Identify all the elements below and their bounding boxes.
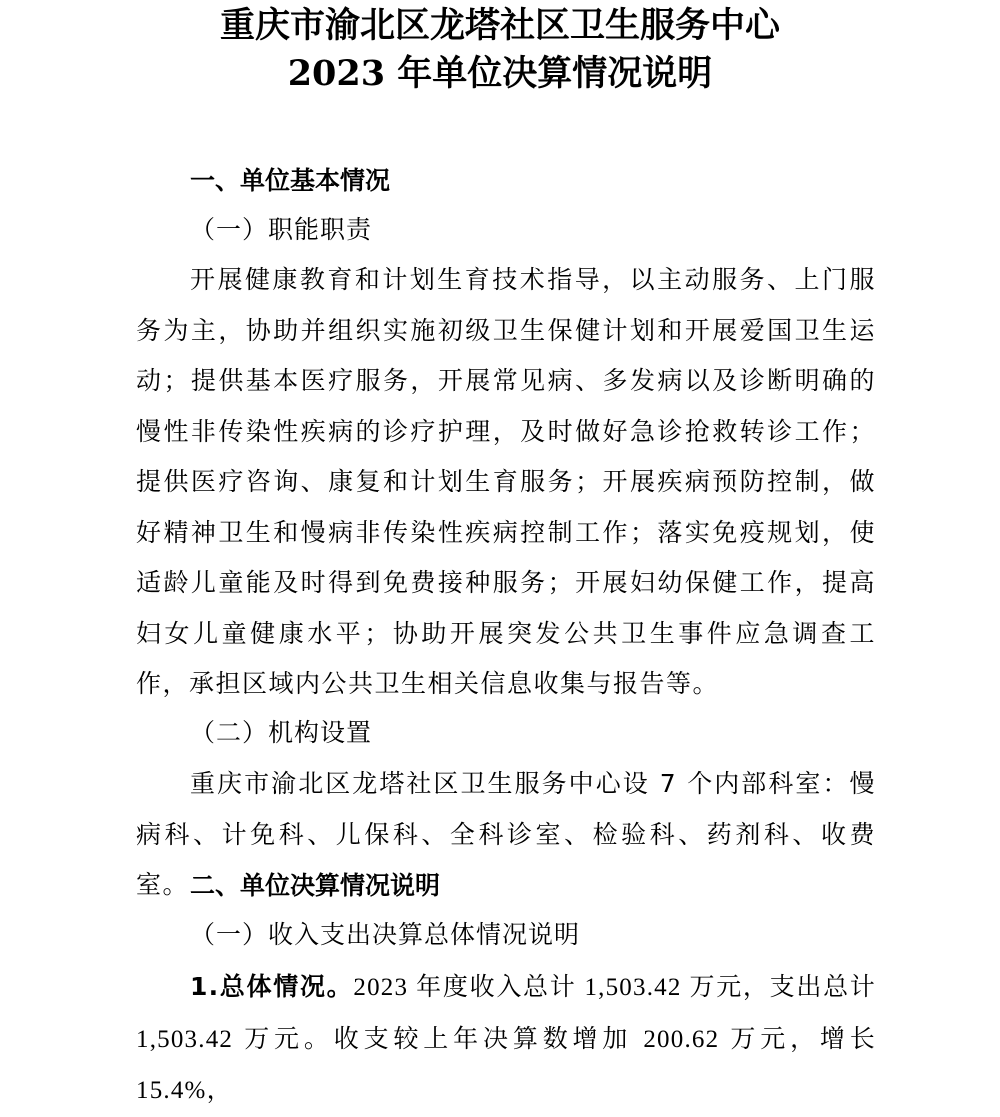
section1-sub1-heading: （一）职能职责 — [190, 215, 373, 244]
section1-heading: 一、单位基本情况 — [190, 166, 391, 195]
document-title-line2: 2023 年单位决算情况说明 — [287, 53, 713, 94]
section1-sub2-heading: （二）机构设置 — [190, 718, 373, 747]
section2-heading: 二、单位决算情况说明 — [190, 871, 441, 900]
document-title-line1: 重庆市渝北区龙塔社区卫生服务中心 — [219, 5, 780, 46]
section2-sub1-paragraph — [136, 962, 876, 1117]
section1-sub1-paragraph: 开展健康教育和计划生育技术指导，以主动服务、上门服务为主，协助并组织实施初级卫生保健计划和开展爱国卫生运动；提供基本医疗服务，开展常见病、多发病以及诊断明确的慢性非传染性疾病的诊疗护理，及时做好急诊抢救转诊工作；提供医疗咨询、康复和计划生育服务；开展疾病预防控制，做好精神卫生和慢病非传染性疾病控制工作；落实免疫规划，使适龄儿童能及时得到免费接种服务；开展妇幼保健工作，提高妇女儿童健康水平；协助开展突发公共卫生事件应急调查工作，承担区域内公共卫生相关信息收集与报告等。 — [136, 265, 876, 698]
section2-sub1-heading: （一）收入支出决算总体情况说明 — [190, 920, 581, 949]
section2-sub1-lead: 1.总体情况。 — [190, 972, 354, 1001]
section1-sub2-paragraph: 重庆市渝北区龙塔社区卫生服务中心设 7 个内部科室：慢病科、计免科、儿保科、全科诊室、检验科、药剂科、收费室。 — [136, 769, 876, 899]
section2-sub1-text: 2023 年度收入总计 1,503.42 万元，支出总计 1,503.42 万元。收支较上年决算数增加 200.62 万元，增长 15.4%， — [136, 974, 877, 1104]
